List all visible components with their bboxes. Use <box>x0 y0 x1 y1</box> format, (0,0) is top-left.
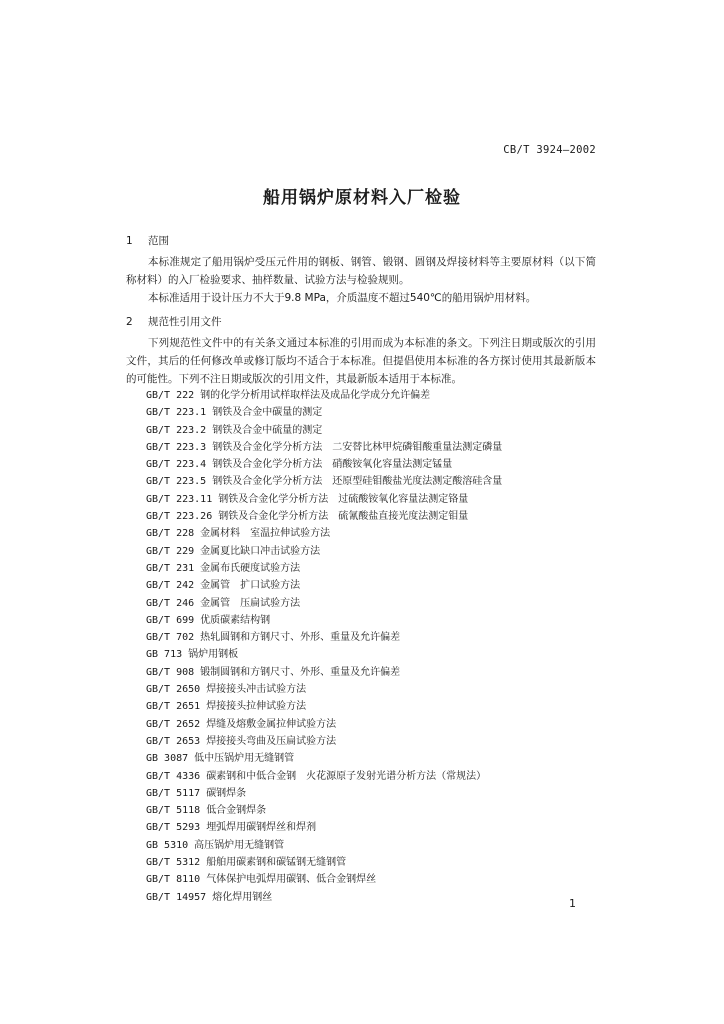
reference-code: GB/T 14957 <box>146 891 207 903</box>
reference-item <box>146 733 502 750</box>
reference-code: GB 713 <box>146 649 183 661</box>
reference-item <box>146 854 502 871</box>
reference-title: 锻制圆钢和方钢尺寸、外形、重量及允许偏差 <box>200 666 401 678</box>
reference-item <box>146 819 502 836</box>
reference-code: GB/T 2652 <box>146 718 201 730</box>
reference-title: 热轧圆钢和方钢尺寸、外形、重量及允许偏差 <box>200 632 401 644</box>
reference-title: 低合金钢焊条 <box>206 805 267 817</box>
reference-item <box>146 439 502 456</box>
reference-title: 金属夏比缺口冲击试验方法 <box>200 545 321 557</box>
reference-code: GB/T 222 <box>146 390 195 401</box>
reference-item <box>146 664 502 681</box>
section-number: 2 <box>126 316 133 328</box>
reference-title: 钢铁及合金中硫量的测定 <box>212 424 323 436</box>
reference-code: GB/T 223.4 <box>146 459 207 471</box>
reference-title: 金属材料 室温拉伸试验方法 <box>200 528 331 540</box>
reference-item <box>146 837 502 854</box>
reference-item <box>146 560 502 577</box>
reference-title: 金属管 压扁试验方法 <box>200 597 301 609</box>
reference-item <box>146 629 502 646</box>
document-title: 船用锅炉原材料入厂检验 <box>263 188 461 208</box>
reference-title: 优质碳素结构钢 <box>200 614 271 626</box>
reference-code: GB/T 242 <box>146 580 195 592</box>
reference-item <box>146 422 502 439</box>
reference-code: GB/T 5293 <box>146 822 201 834</box>
reference-title: 低中压锅炉用无缝钢管 <box>194 753 295 765</box>
reference-code: GB/T 223.1 <box>146 407 207 419</box>
reference-item <box>146 387 502 404</box>
reference-title: 碳素钢和中低合金钢 火花源原子发射光谱分析方法（常规法） <box>206 770 487 782</box>
reference-title: 钢铁及合金中碳量的测定 <box>212 407 323 419</box>
reference-title: 高压锅炉用无缝钢管 <box>194 839 285 851</box>
reference-item <box>146 871 502 888</box>
reference-code: GB/T 8110 <box>146 874 201 886</box>
reference-item <box>146 785 502 802</box>
reference-title: 碳钢焊条 <box>206 787 247 799</box>
reference-title: 焊缝及熔敷金属拉伸试验方法 <box>206 718 337 730</box>
reference-code: GB/T 246 <box>146 597 195 609</box>
section-2-heading <box>126 314 222 329</box>
reference-item <box>146 750 502 767</box>
reference-title: 熔化焊用钢丝 <box>212 891 273 903</box>
reference-item <box>146 577 502 594</box>
reference-code: GB/T 2650 <box>146 684 201 696</box>
standard-code: CB/T 3924—2002 <box>503 144 596 156</box>
reference-code: GB/T 228 <box>146 528 195 540</box>
reference-item <box>146 802 502 819</box>
section-title: 规范性引用文件 <box>148 316 222 328</box>
reference-code: GB/T 223.11 <box>146 493 213 505</box>
reference-title: 气体保护电弧焊用碳钢、低合金钢焊丝 <box>206 874 377 886</box>
reference-title: 钢铁及合金化学分析方法 二安替比林甲烷磷钼酸重量法测定磷量 <box>212 441 503 453</box>
reference-title: 钢的化学分析用试样取样法及成品化学成分允许偏差 <box>200 390 431 401</box>
reference-code: GB/T 231 <box>146 562 195 574</box>
reference-item <box>146 456 502 473</box>
section-title: 范围 <box>148 235 169 247</box>
reference-item <box>146 491 502 508</box>
reference-code: GB/T 223.26 <box>146 511 213 523</box>
reference-code: GB/T 2651 <box>146 701 201 713</box>
reference-item <box>146 768 502 785</box>
reference-title: 钢铁及合金化学分析方法 还原型硅钼酸盐光度法测定酸溶硅含量 <box>212 476 503 488</box>
reference-item <box>146 646 502 663</box>
reference-item <box>146 612 502 629</box>
reference-item <box>146 525 502 542</box>
reference-title: 焊接接头拉伸试验方法 <box>206 701 307 713</box>
reference-title: 钢铁及合金化学分析方法 过硫酸铵氧化容量法测定铬量 <box>218 493 469 505</box>
reference-code: GB/T 223.2 <box>146 424 207 436</box>
section-1-heading <box>126 233 169 248</box>
reference-title: 焊接接头冲击试验方法 <box>206 684 307 696</box>
reference-code: GB/T 908 <box>146 666 195 678</box>
reference-item <box>146 698 502 715</box>
reference-item <box>146 543 502 560</box>
reference-item <box>146 716 502 733</box>
reference-code: GB/T 223.3 <box>146 441 207 453</box>
reference-title: 船舶用碳素钢和碳锰钢无缝钢管 <box>206 857 347 869</box>
section-number: 1 <box>126 235 133 247</box>
reference-title: 焊接接头弯曲及压扁试验方法 <box>206 735 337 747</box>
reference-code: GB/T 5312 <box>146 857 201 869</box>
reference-title: 金属布氏硬度试验方法 <box>200 562 301 574</box>
scope-applicability: 本标准适用于设计压力不大于9.8 MPa，介质温度不超过540℃的船用锅炉用材料。 <box>148 292 537 304</box>
reference-title: 锅炉用钢板 <box>188 649 239 661</box>
reference-title: 埋弧焊用碳钢焊丝和焊剂 <box>206 822 317 834</box>
reference-title: 金属管 扩口试验方法 <box>200 580 301 592</box>
reference-code: GB/T 2653 <box>146 735 201 747</box>
reference-item <box>146 595 502 612</box>
reference-code: GB/T 4336 <box>146 770 201 782</box>
reference-code: GB/T 702 <box>146 632 195 644</box>
page-number: 1 <box>569 897 576 910</box>
scope-paragraph: 本标准规定了船用锅炉受压元件用的钢板、钢管、锻钢、圆钢及焊接材料等主要原材料（以下简称材料）的入厂检验要求、抽样数量、试验方法与检验规则。 <box>126 256 596 286</box>
reference-item <box>146 473 502 490</box>
reference-code: GB 3087 <box>146 753 189 765</box>
reference-code: GB/T 5117 <box>146 787 201 799</box>
reference-item <box>146 404 502 421</box>
reference-code: GB/T 223.5 <box>146 476 207 488</box>
reference-code: GB 5310 <box>146 839 189 851</box>
reference-code: GB/T 229 <box>146 545 195 557</box>
reference-item <box>146 508 502 525</box>
reference-code: GB/T 699 <box>146 614 195 626</box>
references-intro: 下列规范性文件中的有关条文通过本标准的引用而成为本标准的条文。下列注日期或版次的引用文件，其后的任何修改单或修订版均不适合于本标准。但提倡使用本标准的各方探讨使用其最新版本的可能性。下列不注日期或版次的引用文件，其最新版本适用于本标准。 <box>126 337 596 385</box>
reference-title: 钢铁及合金化学分析方法 硝酸铵氧化容量法测定锰量 <box>212 459 453 471</box>
reference-item <box>146 889 502 906</box>
reference-list <box>146 387 502 906</box>
reference-title: 钢铁及合金化学分析方法 硫氰酸盐直接光度法测定钼量 <box>218 511 469 523</box>
reference-code: GB/T 5118 <box>146 805 201 817</box>
reference-item <box>146 681 502 698</box>
